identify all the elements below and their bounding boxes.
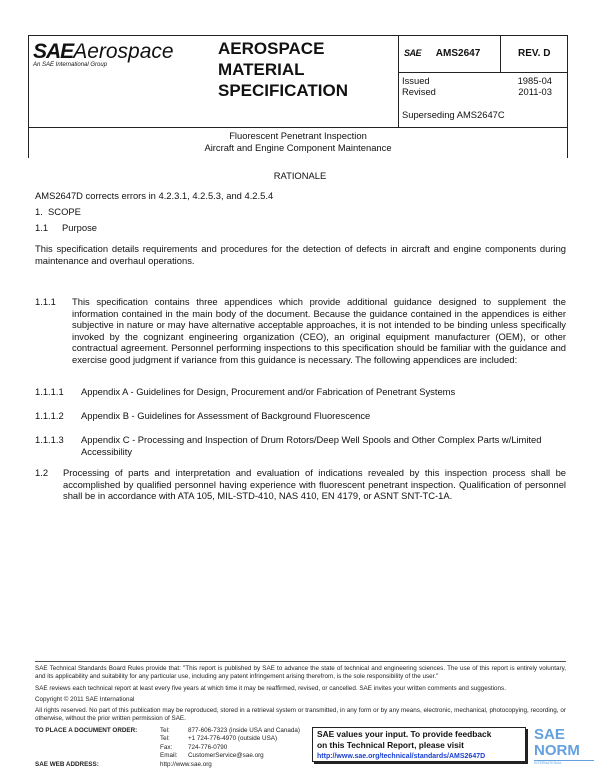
revision: REV. D (518, 48, 551, 59)
doc-number-cell (404, 48, 480, 59)
feedback-text: SAE values your input. To provide feedback (317, 729, 492, 739)
paragraph-1-1-1: This specification contains three appendices which provide additional guidance designed to supplement the information contained in the main body of the document. Because the guidance contained in the appendices is either subjective in nature or may have alternative acceptable approaches, it is not intended to be binding unless specifically invoked by the cognizant engineering organization (CEO), an original equipment manufacturer (OEM), or other contractual agreement. Personnel performing inspections to this specification should be familiar with the guidance and exercise good judgment if variance from this guidance is necessary. The following appendices are included: (72, 296, 566, 365)
web-address-link[interactable]: http://www.sae.org (160, 760, 212, 768)
feedback-link[interactable]: http://www.sae.org/technical/standards/AMS2647D (317, 753, 486, 760)
section-scope (35, 206, 81, 218)
subject-line: Aircraft and Engine Component Maintenance (204, 141, 392, 153)
contact-value: 724-776-0790 (188, 743, 228, 751)
logo-tagline: An SAE International Group (33, 62, 108, 68)
rev-divider (500, 35, 501, 72)
dates-block (402, 75, 552, 97)
feedback-text: on this Technical Report, please visit (317, 739, 464, 750)
header-top-border (28, 35, 568, 36)
paragraph-number: 1.1.1 (35, 296, 56, 307)
paragraph-number: 1.2 (35, 467, 49, 478)
contact-value: +1 724-776-4970 (outside USA) (188, 735, 278, 743)
contact-label: Email: (160, 752, 178, 760)
footer-divider (35, 661, 566, 662)
sae-norm-watermark (534, 727, 594, 766)
rationale-text: AMS2647D corrects errors in 4.2.3.1, 4.2.5.3, and 4.2.5.4 (35, 190, 274, 201)
appendix-item: Appendix A - Guidelines for Design, Procurement and/or Fabrication of Penetrant Systems (81, 386, 456, 397)
title-line: AEROSPACE (218, 39, 325, 58)
issued-date: 1985-04 (517, 75, 552, 86)
feedback-box (312, 727, 526, 762)
rationale-heading: RATIONALE (273, 170, 327, 181)
logo-word: Aerospace (73, 40, 174, 63)
footer-rights: All rights reserved. No part of this publication may be reproduced, stored in a retrieval system or transmitted, in any form or by any means, electronic, mechanical, photocopying, recording, or otherwise, without the prior written permission of SAE. (35, 707, 566, 723)
appendix-item: Appendix B - Guidelines for Assessment of Background Fluorescence (81, 410, 371, 421)
footer-review: SAE reviews each technical report at least every five years at which time it may be reaffirmed, revised, or cancelled. SAE invites your written comments and suggestions. (35, 685, 506, 692)
paragraph-1-2: Processing of parts and interpretation and evaluation of indications revealed by this inspection process shall be accomplished by qualified personnel having experience with fluorescent penetrant inspection. Qualification of personnel shall be in accordance with ATA 105, MIL-STD-410, NAS 410, EN 4179, or ASNT SNT-TC-1A. (63, 467, 566, 502)
sae-small-logo: SAE (404, 48, 422, 58)
contact-label: Fax: (160, 743, 173, 751)
paragraph-number: 1.1.1.1 (35, 386, 64, 397)
revised-label: Revised (402, 85, 436, 97)
contact-label: Tel: (160, 735, 170, 743)
paragraph-number: 1.1.1.3 (35, 434, 64, 445)
logo-brand: SAE (33, 40, 74, 63)
order-label: TO PLACE A DOCUMENT ORDER: (35, 727, 138, 734)
doc-number: AMS2647 (435, 48, 481, 59)
footer-copyright: Copyright © 2011 SAE International (35, 696, 135, 703)
email-link[interactable]: CustomerService@sae.org (188, 752, 264, 760)
issued-label: Issued (402, 75, 430, 86)
web-label: SAE WEB ADDRESS: (35, 760, 99, 768)
doc-row-divider (398, 72, 568, 73)
revised-date: 2011-03 (518, 85, 552, 97)
watermark-text: SAE NORM (534, 726, 580, 759)
section-number: 1. (35, 206, 43, 217)
watermark-subtext: INTERNATIONAL (534, 760, 594, 766)
appendix-item: Appendix C - Processing and Inspection of Drum Rotors/Deep Well Spools and Other Complex Parts w/Limited Accessibility (81, 434, 542, 457)
title-line: SPECIFICATION (218, 81, 349, 100)
title-line: MATERIAL (218, 60, 305, 79)
footer-rules: SAE Technical Standards Board Rules provide that: "This report is published by SAE to advance the state of technical and engineering sciences. The use of this report is entirely voluntary, and its applicability and suitability for any particular use, including any patent infringement arising therefrom, is the sole responsibility of the user." (35, 665, 566, 681)
section-heading: Purpose (62, 222, 97, 233)
sae-aerospace-logo (33, 40, 174, 68)
section-purpose (35, 222, 97, 234)
purpose-paragraph: This specification details requirements and procedures for the detection of defects in aircraft and engine components during maintenance and overhaul operations. (35, 243, 566, 266)
contact-value: 877-606-7323 (inside USA and Canada) (188, 727, 301, 734)
header-col-divider (398, 35, 399, 127)
document-subject (28, 130, 568, 153)
document-type-title (218, 38, 348, 101)
subject-line: Fluorescent Penetrant Inspection (229, 130, 367, 141)
superseding: Superseding AMS2647C (402, 109, 505, 120)
section-number: 1.1 (35, 222, 49, 233)
paragraph-number: 1.1.1.2 (35, 410, 64, 421)
section-heading: SCOPE (48, 206, 81, 217)
contact-label: Tel: (160, 727, 170, 734)
header-divider (28, 127, 568, 128)
